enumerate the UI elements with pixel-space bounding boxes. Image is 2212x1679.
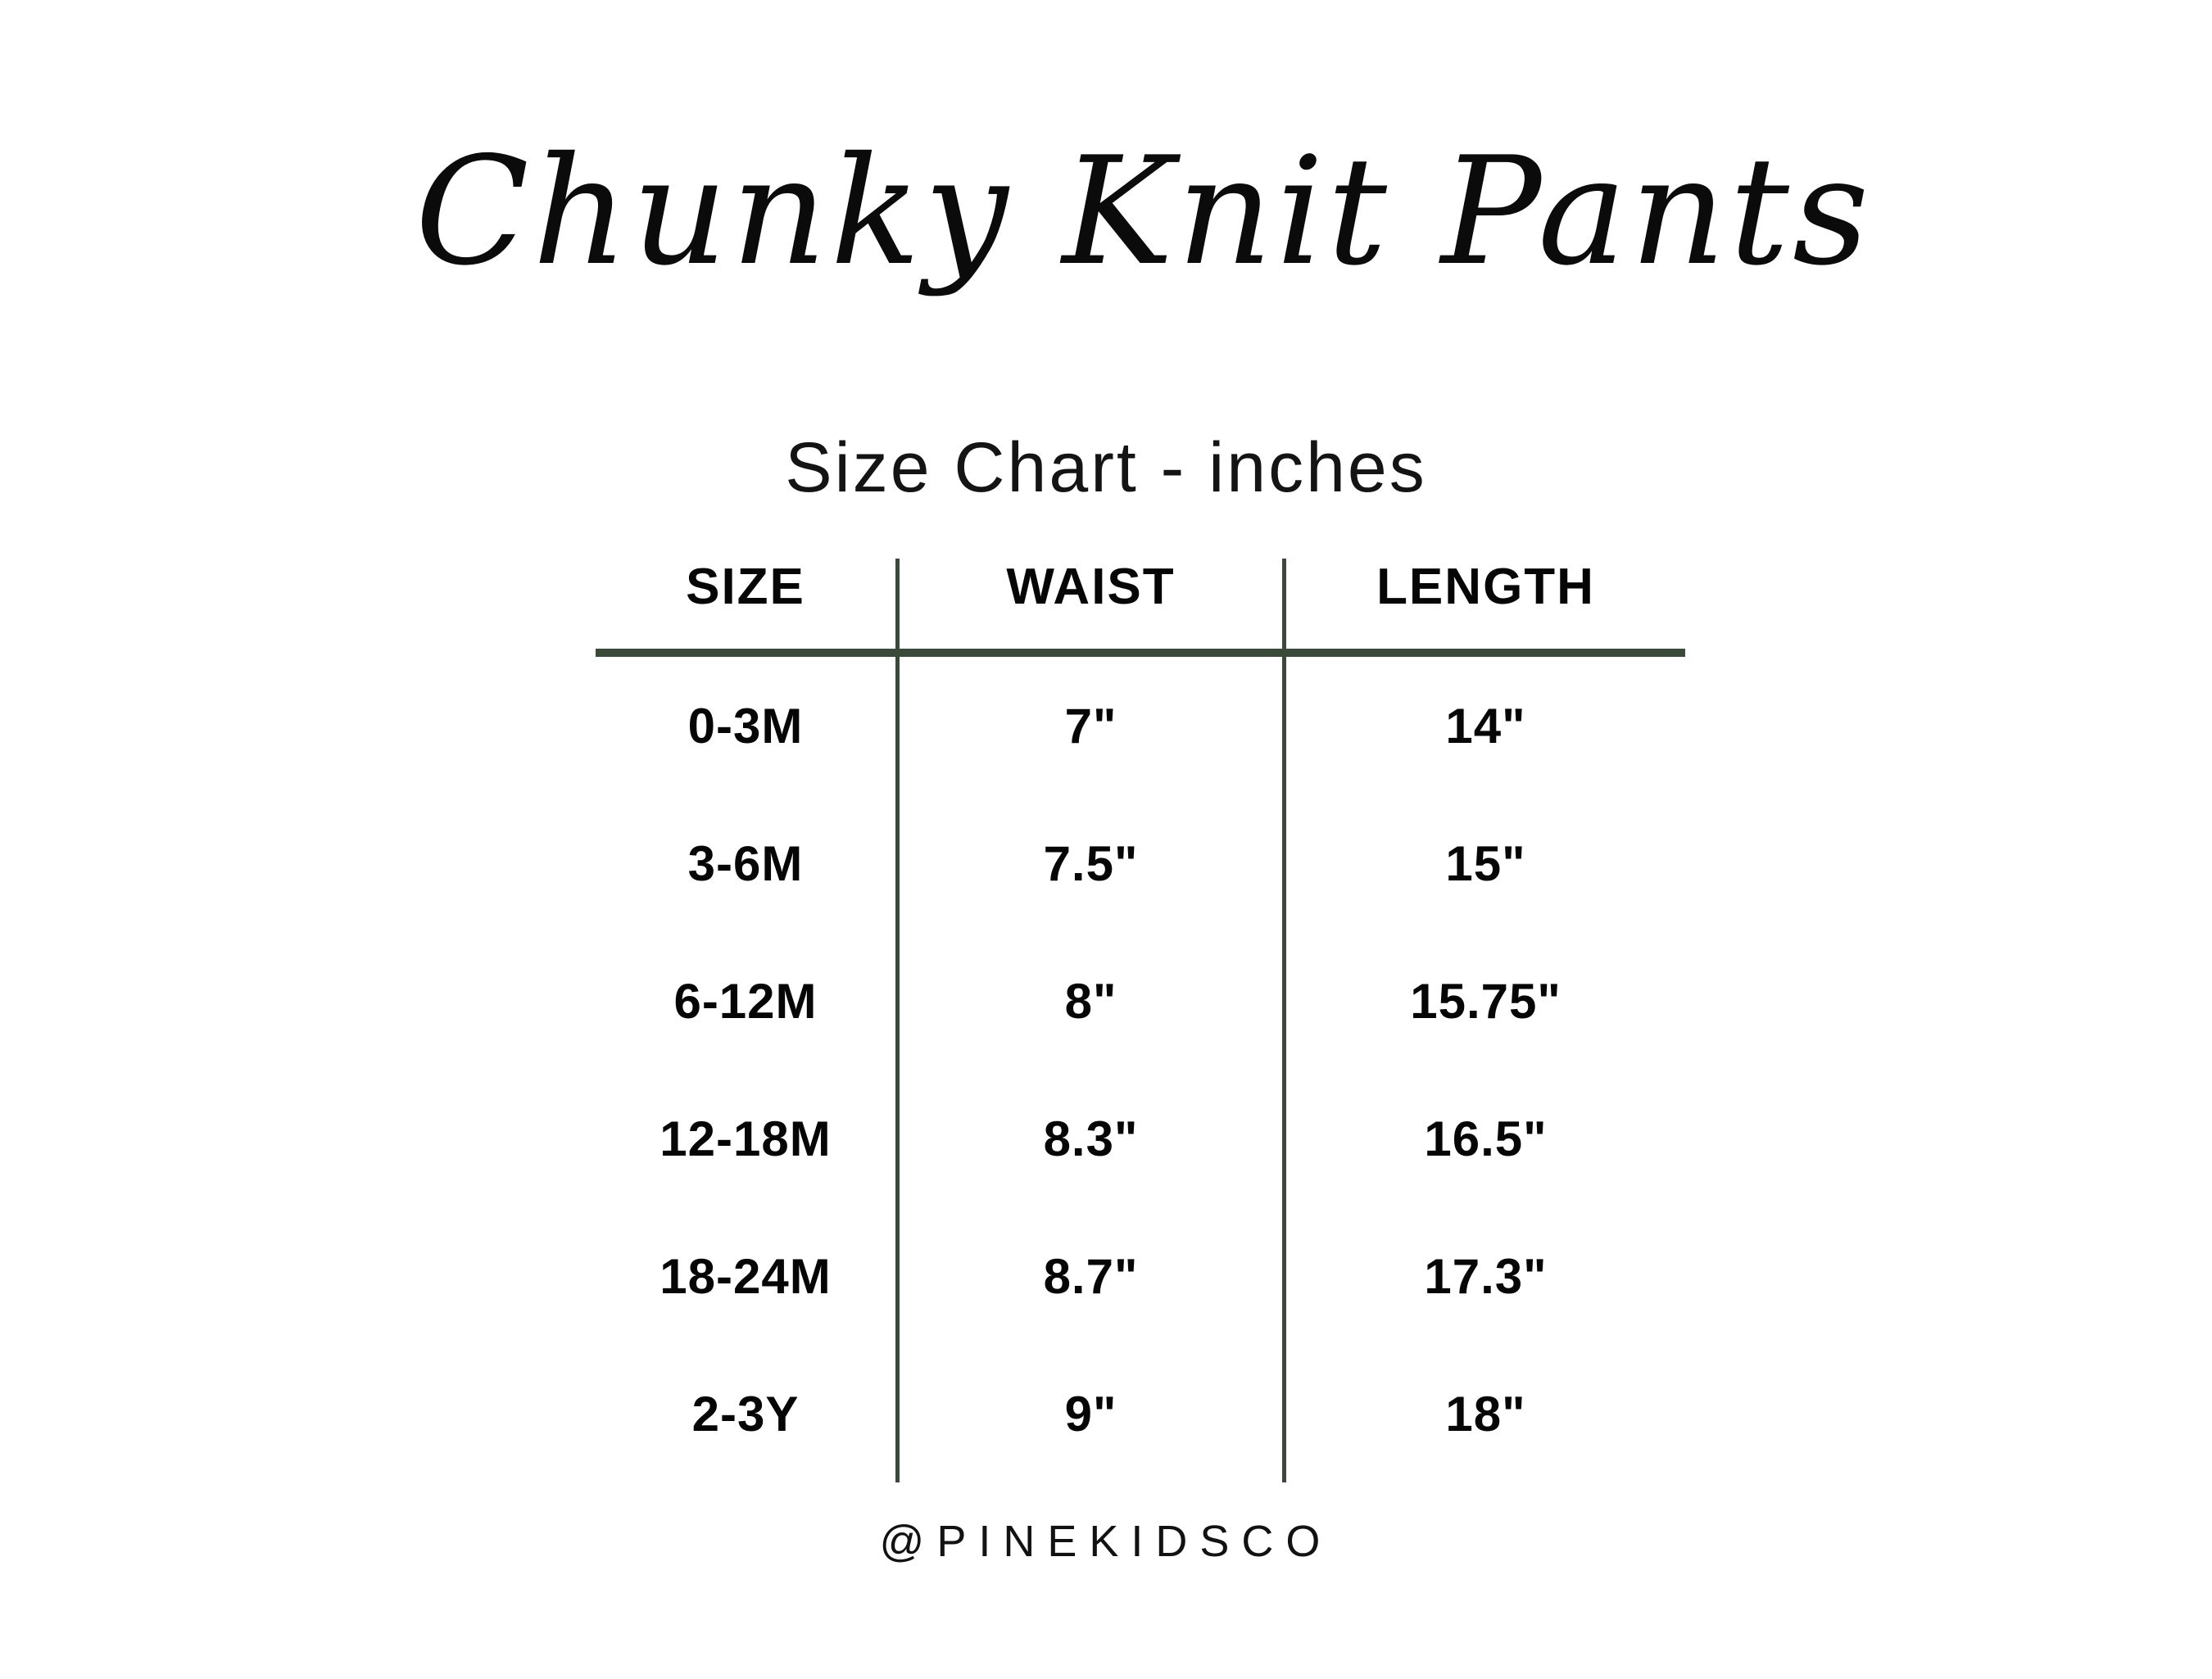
column-header-length: LENGTH xyxy=(1376,559,1595,615)
table-row xyxy=(596,932,1685,1070)
table-cell: 16.5" xyxy=(1424,1111,1548,1166)
table-cell: 17.3" xyxy=(1424,1248,1548,1304)
table-row xyxy=(596,657,1685,794)
table-cell: 18" xyxy=(1445,1386,1526,1441)
table-cell: 8.7" xyxy=(900,1207,1286,1345)
page-subtitle: Size Chart - inches xyxy=(785,428,1427,507)
table-row xyxy=(596,794,1685,932)
table-row xyxy=(596,1345,1685,1482)
table-cell: 12-18M xyxy=(596,1070,900,1207)
table-cell: 15" xyxy=(1445,835,1526,891)
table-cell: 2-3Y xyxy=(596,1345,900,1482)
column-header-waist: WAIST xyxy=(900,559,1286,649)
table-cell: 18-24M xyxy=(596,1207,900,1345)
table-row xyxy=(596,1070,1685,1207)
table-cell: 9" xyxy=(900,1345,1286,1482)
footer-handle: @PINEKIDSCO xyxy=(879,1517,1333,1566)
table-cell: 8.3" xyxy=(900,1070,1286,1207)
table-cell: 15.75" xyxy=(1410,973,1562,1029)
table-cell: 14" xyxy=(1445,698,1526,754)
table-cell: 0-3M xyxy=(596,657,900,794)
table-cell: 8" xyxy=(900,932,1286,1070)
table-cell: 7.5" xyxy=(900,794,1286,932)
page-title: Chunky Knit Pants xyxy=(415,124,1873,298)
size-table xyxy=(596,559,1685,1482)
table-cell: 6-12M xyxy=(596,932,900,1070)
table-cell: 7" xyxy=(900,657,1286,794)
table-cell: 3-6M xyxy=(596,794,900,932)
column-header-size: SIZE xyxy=(596,559,900,649)
size-table-body xyxy=(596,657,1685,1482)
size-table-header-row xyxy=(596,559,1685,657)
table-row xyxy=(596,1207,1685,1345)
